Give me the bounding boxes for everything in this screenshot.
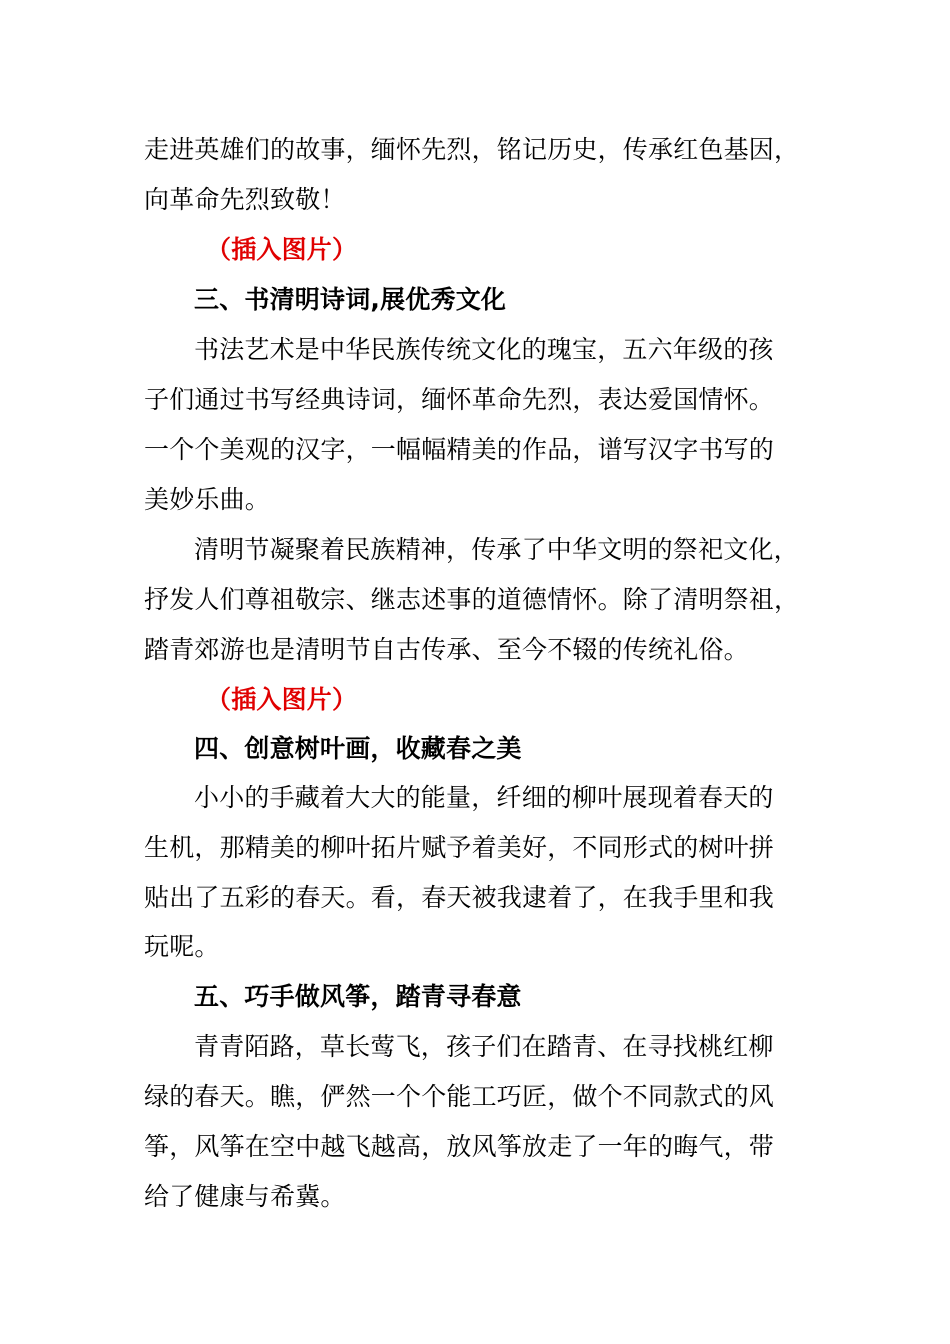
paragraph-line: 小小的手藏着大大的能量，纤细的柳叶展现着春天的 <box>194 783 774 812</box>
section-heading: 三、书清明诗词,展优秀文化 <box>194 285 507 314</box>
paragraph-line: 贴出了五彩的春天。看，春天被我逮着了，在我手里和我 <box>144 883 775 912</box>
paragraph-line: 玩呢。 <box>144 932 220 961</box>
paragraph-line: 子们通过书写经典诗词，缅怀革命先烈，表达爱国情怀。 <box>144 385 775 414</box>
paragraph-line: 给了健康与希冀。 <box>144 1182 346 1211</box>
paragraph-line: 青青陌路，草长莺飞，孩子们在踏青、在寻找桃红柳 <box>194 1032 774 1061</box>
paragraph-line: 筝，风筝在空中越飞越高，放风筝放走了一年的晦气，带 <box>144 1132 775 1161</box>
paragraph-line: 走进英雄们的故事，缅怀先烈，铭记历史，传承红色基因， <box>144 135 800 164</box>
paragraph-line: 抒发人们尊祖敬宗、继志述事的道德情怀。除了清明祭祖， <box>144 585 800 614</box>
paragraph-line: 清明节凝聚着民族精神，传承了中华文明的祭祀文化， <box>194 535 799 564</box>
paragraph-line: 生机，那精美的柳叶拓片赋予着美好，不同形式的树叶拼 <box>144 833 775 862</box>
insert-image-placeholder: （插入图片） <box>206 235 358 264</box>
paragraph-line: 书法艺术是中华民族传统文化的瑰宝，五六年级的孩 <box>194 335 774 364</box>
insert-image-placeholder: （插入图片） <box>206 685 358 714</box>
section-heading: 五、巧手做风筝，踏青寻春意 <box>194 982 522 1011</box>
section-heading: 四、创意树叶画，收藏春之美 <box>194 734 522 763</box>
paragraph-line: 踏青郊游也是清明节自古传承、至今不辍的传统礼俗。 <box>144 635 749 664</box>
paragraph-line: 一个个美观的汉字，一幅幅精美的作品，谱写汉字书写的 <box>144 435 775 464</box>
paragraph-line: 向革命先烈致敬！ <box>144 185 346 214</box>
paragraph-line: 绿的春天。瞧，俨然一个个能工巧匠，做个不同款式的风 <box>144 1082 775 1111</box>
paragraph-line: 美妙乐曲。 <box>144 485 271 514</box>
